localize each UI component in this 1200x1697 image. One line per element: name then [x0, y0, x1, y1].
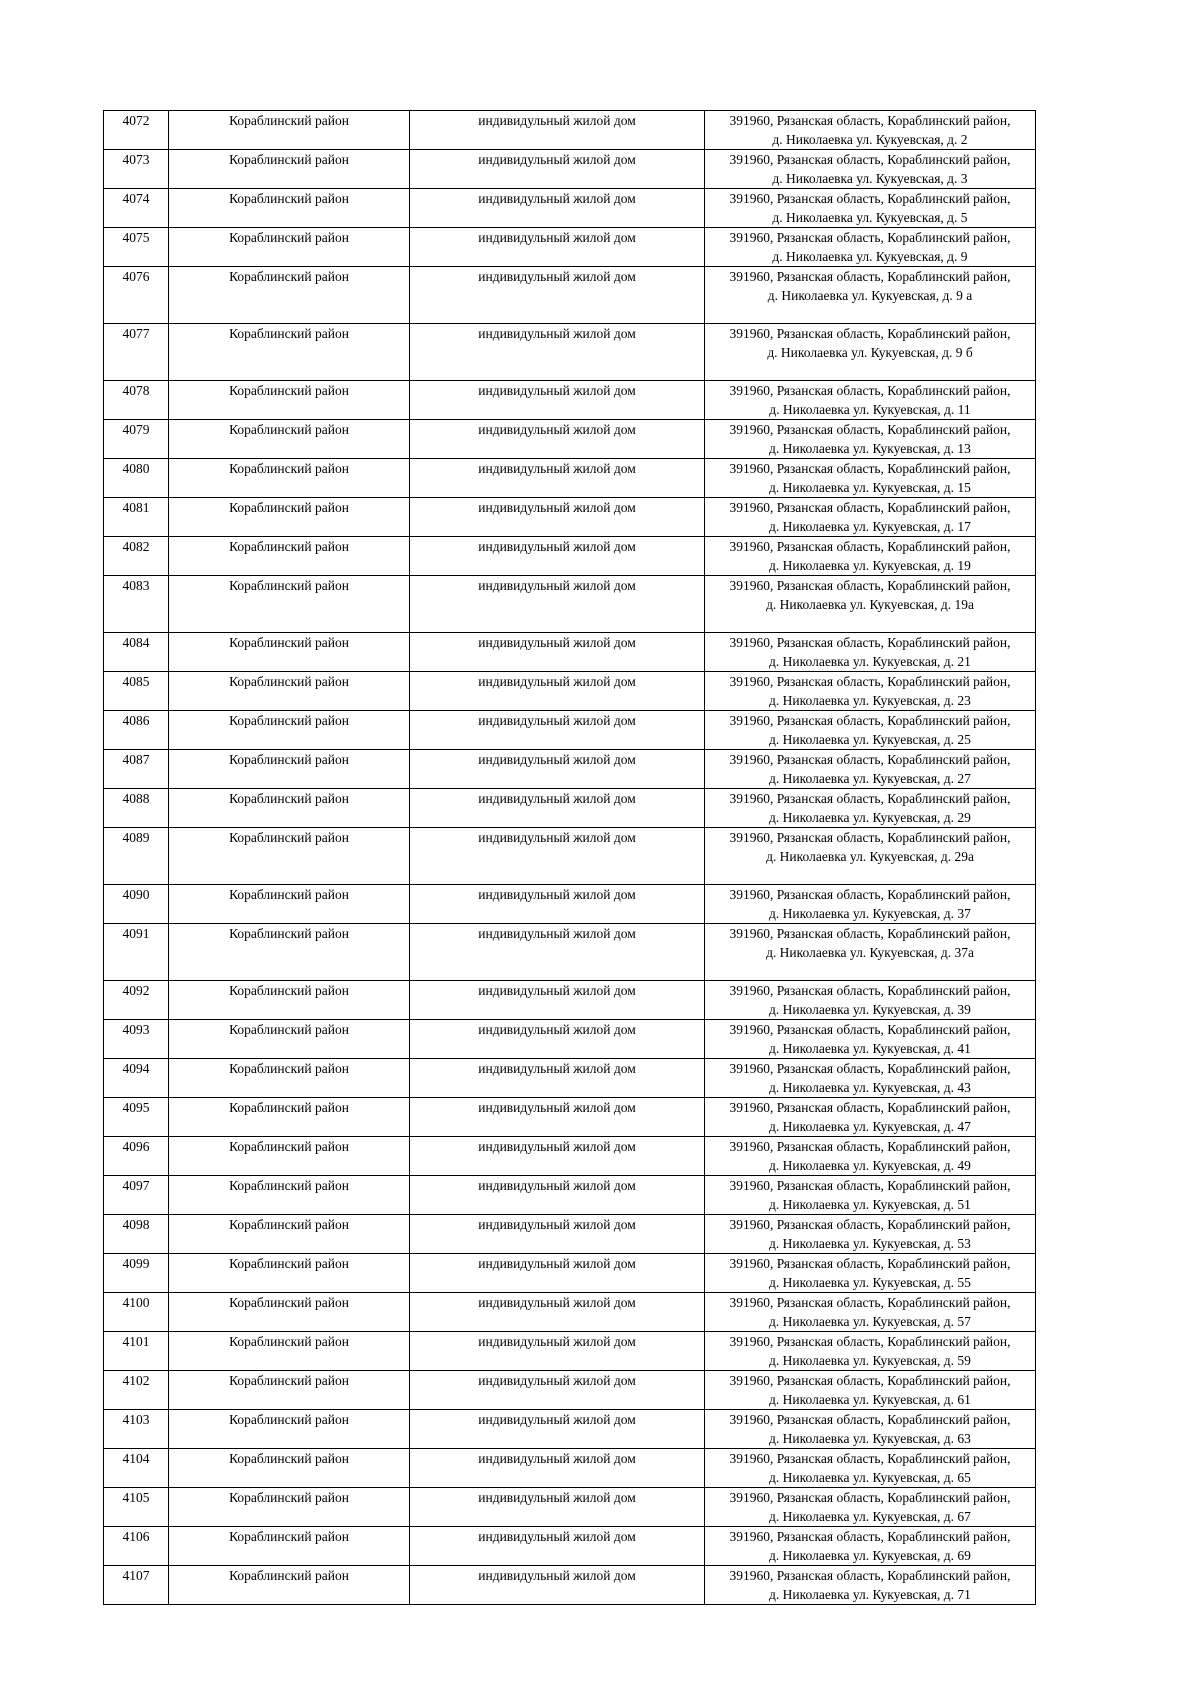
- cell-number: 4073: [104, 150, 169, 189]
- cell-district: Кораблинский район: [169, 981, 410, 1020]
- cell-address: [705, 111, 1036, 150]
- cell-number: 4097: [104, 1176, 169, 1215]
- cell-number: 4095: [104, 1098, 169, 1137]
- cell-district: Кораблинский район: [169, 1371, 410, 1410]
- address-line-1: 391960, Рязанская область, Кораблинский район,: [729, 1061, 1011, 1076]
- address-line-1: 391960, Рязанская область, Кораблинский район,: [729, 983, 1011, 998]
- cell-address: [705, 1293, 1036, 1332]
- cell-district: Кораблинский район: [169, 459, 410, 498]
- address-line-1: 391960, Рязанская область, Кораблинский район,: [729, 674, 1011, 689]
- address-line-2: д. Николаевка ул. Кукуевская, д. 53: [769, 1236, 971, 1251]
- address-line-2: д. Николаевка ул. Кукуевская, д. 37а: [766, 945, 974, 960]
- cell-number: 4072: [104, 111, 169, 150]
- address-line-2: д. Николаевка ул. Кукуевская, д. 15: [769, 480, 971, 495]
- address-line-2: д. Николаевка ул. Кукуевская, д. 19: [769, 558, 971, 573]
- cell-object-type: индивидульный жилой дом: [410, 150, 705, 189]
- table-row: [104, 1527, 1036, 1566]
- address-line-2: д. Николаевка ул. Кукуевская, д. 5: [772, 210, 968, 225]
- cell-district: Кораблинский район: [169, 711, 410, 750]
- cell-address: [705, 1488, 1036, 1527]
- cell-district: Кораблинский район: [169, 1020, 410, 1059]
- address-line-2: д. Николаевка ул. Кукуевская, д. 63: [769, 1431, 971, 1446]
- address-line-1: 391960, Рязанская область, Кораблинский район,: [729, 578, 1011, 593]
- address-line-2: д. Николаевка ул. Кукуевская, д. 49: [769, 1158, 971, 1173]
- cell-number: 4087: [104, 750, 169, 789]
- cell-address: [705, 1371, 1036, 1410]
- address-line-1: 391960, Рязанская область, Кораблинский район,: [729, 1256, 1011, 1271]
- table-row: [104, 1059, 1036, 1098]
- cell-district: Кораблинский район: [169, 1566, 410, 1605]
- address-line-2: д. Николаевка ул. Кукуевская, д. 13: [769, 441, 971, 456]
- address-line-1: 391960, Рязанская область, Кораблинский район,: [729, 269, 1011, 284]
- address-line-1: 391960, Рязанская область, Кораблинский район,: [729, 635, 1011, 650]
- cell-district: Кораблинский район: [169, 228, 410, 267]
- address-line-1: 391960, Рязанская область, Кораблинский район,: [729, 1334, 1011, 1349]
- cell-object-type: индивидульный жилой дом: [410, 381, 705, 420]
- cell-number: 4085: [104, 672, 169, 711]
- cell-object-type: индивидульный жилой дом: [410, 228, 705, 267]
- address-line-2: д. Николаевка ул. Кукуевская, д. 39: [769, 1002, 971, 1017]
- address-line-1: 391960, Рязанская область, Кораблинский район,: [729, 1529, 1011, 1544]
- address-line-1: 391960, Рязанская область, Кораблинский район,: [729, 230, 1011, 245]
- cell-district: Кораблинский район: [169, 1176, 410, 1215]
- cell-district: Кораблинский район: [169, 420, 410, 459]
- address-line-1: 391960, Рязанская область, Кораблинский район,: [729, 500, 1011, 515]
- address-line-2: д. Николаевка ул. Кукуевская, д. 43: [769, 1080, 971, 1095]
- address-line-1: 391960, Рязанская область, Кораблинский район,: [729, 152, 1011, 167]
- table-row: [104, 498, 1036, 537]
- cell-address: [705, 150, 1036, 189]
- cell-number: 4079: [104, 420, 169, 459]
- table-row: [104, 576, 1036, 633]
- address-line-1: 391960, Рязанская область, Кораблинский район,: [729, 887, 1011, 902]
- cell-number: 4086: [104, 711, 169, 750]
- cell-address: [705, 1527, 1036, 1566]
- cell-number: 4103: [104, 1410, 169, 1449]
- cell-number: 4074: [104, 189, 169, 228]
- cell-number: 4091: [104, 924, 169, 981]
- cell-number: 4101: [104, 1332, 169, 1371]
- table-row: [104, 459, 1036, 498]
- address-line-2: д. Николаевка ул. Кукуевская, д. 41: [769, 1041, 971, 1056]
- cell-address: [705, 1566, 1036, 1605]
- address-line-2: д. Николаевка ул. Кукуевская, д. 47: [769, 1119, 971, 1134]
- cell-address: [705, 633, 1036, 672]
- cell-district: Кораблинский район: [169, 1293, 410, 1332]
- address-line-1: 391960, Рязанская область, Кораблинский район,: [729, 926, 1011, 941]
- cell-object-type: индивидульный жилой дом: [410, 1215, 705, 1254]
- cell-address: [705, 324, 1036, 381]
- address-line-2: д. Николаевка ул. Кукуевская, д. 69: [769, 1548, 971, 1563]
- cell-district: Кораблинский район: [169, 150, 410, 189]
- table-row: [104, 1254, 1036, 1293]
- cell-district: Кораблинский район: [169, 1254, 410, 1293]
- cell-number: 4100: [104, 1293, 169, 1332]
- address-line-1: 391960, Рязанская область, Кораблинский район,: [729, 1178, 1011, 1193]
- cell-object-type: индивидульный жилой дом: [410, 1410, 705, 1449]
- cell-number: 4090: [104, 885, 169, 924]
- address-line-2: д. Николаевка ул. Кукуевская, д. 9 а: [767, 288, 973, 303]
- cell-address: [705, 1215, 1036, 1254]
- address-line-1: 391960, Рязанская область, Кораблинский район,: [729, 383, 1011, 398]
- table-row: [104, 1215, 1036, 1254]
- table-row: [104, 1410, 1036, 1449]
- cell-address: [705, 1410, 1036, 1449]
- cell-district: Кораблинский район: [169, 750, 410, 789]
- cell-number: 4102: [104, 1371, 169, 1410]
- cell-number: 4076: [104, 267, 169, 324]
- table-row: [104, 420, 1036, 459]
- cell-object-type: индивидульный жилой дом: [410, 498, 705, 537]
- address-line-2: д. Николаевка ул. Кукуевская, д. 19а: [766, 597, 974, 612]
- cell-address: [705, 1098, 1036, 1137]
- cell-district: Кораблинский район: [169, 1059, 410, 1098]
- cell-object-type: индивидульный жилой дом: [410, 537, 705, 576]
- cell-object-type: индивидульный жилой дом: [410, 750, 705, 789]
- cell-object-type: индивидульный жилой дом: [410, 633, 705, 672]
- table-row: [104, 324, 1036, 381]
- cell-district: Кораблинский район: [169, 1527, 410, 1566]
- cell-number: 4105: [104, 1488, 169, 1527]
- table-row: [104, 789, 1036, 828]
- address-line-2: д. Николаевка ул. Кукуевская, д. 67: [769, 1509, 971, 1524]
- address-line-1: 391960, Рязанская область, Кораблинский район,: [729, 1217, 1011, 1232]
- cell-object-type: индивидульный жилой дом: [410, 672, 705, 711]
- cell-district: Кораблинский район: [169, 1098, 410, 1137]
- cell-number: 4094: [104, 1059, 169, 1098]
- cell-object-type: индивидульный жилой дом: [410, 1332, 705, 1371]
- cell-object-type: индивидульный жилой дом: [410, 189, 705, 228]
- address-line-2: д. Николаевка ул. Кукуевская, д. 21: [769, 654, 971, 669]
- cell-district: Кораблинский район: [169, 576, 410, 633]
- cell-number: 4083: [104, 576, 169, 633]
- table-row: [104, 1371, 1036, 1410]
- cell-number: 4077: [104, 324, 169, 381]
- table-row: [104, 1176, 1036, 1215]
- cell-district: Кораблинский район: [169, 828, 410, 885]
- registry-table: [103, 110, 1036, 1605]
- table-row: [104, 1293, 1036, 1332]
- cell-district: Кораблинский район: [169, 885, 410, 924]
- table-row: [104, 111, 1036, 150]
- cell-number: 4075: [104, 228, 169, 267]
- address-line-2: д. Николаевка ул. Кукуевская, д. 3: [772, 171, 968, 186]
- table-row: [104, 1566, 1036, 1605]
- address-line-2: д. Николаевка ул. Кукуевская, д. 65: [769, 1470, 971, 1485]
- cell-address: [705, 537, 1036, 576]
- address-line-1: 391960, Рязанская область, Кораблинский район,: [729, 1490, 1011, 1505]
- address-line-1: 391960, Рязанская область, Кораблинский район,: [729, 1295, 1011, 1310]
- address-line-1: 391960, Рязанская область, Кораблинский район,: [729, 422, 1011, 437]
- cell-number: 4080: [104, 459, 169, 498]
- table-row: [104, 381, 1036, 420]
- address-line-2: д. Николаевка ул. Кукуевская, д. 9: [772, 249, 968, 264]
- cell-object-type: индивидульный жилой дом: [410, 789, 705, 828]
- cell-number: 4092: [104, 981, 169, 1020]
- address-line-1: 391960, Рязанская область, Кораблинский район,: [729, 713, 1011, 728]
- cell-address: [705, 1449, 1036, 1488]
- cell-object-type: индивидульный жилой дом: [410, 828, 705, 885]
- cell-district: Кораблинский район: [169, 924, 410, 981]
- cell-object-type: индивидульный жилой дом: [410, 1527, 705, 1566]
- cell-object-type: индивидульный жилой дом: [410, 1371, 705, 1410]
- cell-number: 4082: [104, 537, 169, 576]
- table-row: [104, 828, 1036, 885]
- address-line-2: д. Николаевка ул. Кукуевская, д. 71: [769, 1587, 971, 1602]
- table-row: [104, 672, 1036, 711]
- table-row: [104, 537, 1036, 576]
- cell-district: Кораблинский район: [169, 1410, 410, 1449]
- cell-address: [705, 189, 1036, 228]
- table-row: [104, 189, 1036, 228]
- cell-district: Кораблинский район: [169, 789, 410, 828]
- cell-district: Кораблинский район: [169, 189, 410, 228]
- cell-address: [705, 1059, 1036, 1098]
- cell-object-type: индивидульный жилой дом: [410, 924, 705, 981]
- address-line-2: д. Николаевка ул. Кукуевская, д. 29: [769, 810, 971, 825]
- cell-address: [705, 789, 1036, 828]
- cell-district: Кораблинский район: [169, 498, 410, 537]
- address-line-2: д. Николаевка ул. Кукуевская, д. 51: [769, 1197, 971, 1212]
- cell-address: [705, 924, 1036, 981]
- cell-address: [705, 1020, 1036, 1059]
- cell-address: [705, 981, 1036, 1020]
- cell-district: Кораблинский район: [169, 267, 410, 324]
- address-line-1: 391960, Рязанская область, Кораблинский район,: [729, 1568, 1011, 1583]
- address-line-2: д. Николаевка ул. Кукуевская, д. 17: [769, 519, 971, 534]
- address-line-1: 391960, Рязанская область, Кораблинский район,: [729, 461, 1011, 476]
- cell-number: 4107: [104, 1566, 169, 1605]
- table-row: [104, 1449, 1036, 1488]
- cell-address: [705, 885, 1036, 924]
- cell-object-type: индивидульный жилой дом: [410, 711, 705, 750]
- cell-object-type: индивидульный жилой дом: [410, 1488, 705, 1527]
- cell-number: 4093: [104, 1020, 169, 1059]
- address-line-2: д. Николаевка ул. Кукуевская, д. 27: [769, 771, 971, 786]
- table-row: [104, 1332, 1036, 1371]
- cell-address: [705, 750, 1036, 789]
- cell-object-type: индивидульный жилой дом: [410, 1059, 705, 1098]
- address-line-1: 391960, Рязанская область, Кораблинский район,: [729, 791, 1011, 806]
- cell-object-type: индивидульный жилой дом: [410, 1020, 705, 1059]
- cell-address: [705, 672, 1036, 711]
- address-line-1: 391960, Рязанская область, Кораблинский район,: [729, 113, 1011, 128]
- address-line-2: д. Николаевка ул. Кукуевская, д. 23: [769, 693, 971, 708]
- table-row: [104, 267, 1036, 324]
- address-line-2: д. Николаевка ул. Кукуевская, д. 61: [769, 1392, 971, 1407]
- address-line-1: 391960, Рязанская область, Кораблинский район,: [729, 1100, 1011, 1115]
- cell-object-type: индивидульный жилой дом: [410, 1137, 705, 1176]
- cell-number: 4096: [104, 1137, 169, 1176]
- table-row: [104, 924, 1036, 981]
- cell-number: 4081: [104, 498, 169, 537]
- cell-address: [705, 1254, 1036, 1293]
- address-line-2: д. Николаевка ул. Кукуевская, д. 2: [772, 132, 968, 147]
- cell-object-type: индивидульный жилой дом: [410, 885, 705, 924]
- table-row: [104, 1098, 1036, 1137]
- cell-district: Кораблинский район: [169, 111, 410, 150]
- table-row: [104, 150, 1036, 189]
- address-line-2: д. Николаевка ул. Кукуевская, д. 25: [769, 732, 971, 747]
- cell-object-type: индивидульный жилой дом: [410, 459, 705, 498]
- cell-object-type: индивидульный жилой дом: [410, 111, 705, 150]
- cell-object-type: индивидульный жилой дом: [410, 1566, 705, 1605]
- table-row: [104, 1020, 1036, 1059]
- address-line-1: 391960, Рязанская область, Кораблинский район,: [729, 1412, 1011, 1427]
- table-row: [104, 711, 1036, 750]
- table-row: [104, 981, 1036, 1020]
- address-line-2: д. Николаевка ул. Кукуевская, д. 57: [769, 1314, 971, 1329]
- table-row: [104, 1488, 1036, 1527]
- cell-address: [705, 1137, 1036, 1176]
- cell-address: [705, 1176, 1036, 1215]
- cell-district: Кораблинский район: [169, 1215, 410, 1254]
- cell-object-type: индивидульный жилой дом: [410, 420, 705, 459]
- cell-district: Кораблинский район: [169, 537, 410, 576]
- cell-district: Кораблинский район: [169, 1488, 410, 1527]
- cell-address: [705, 498, 1036, 537]
- cell-object-type: индивидульный жилой дом: [410, 324, 705, 381]
- cell-district: Кораблинский район: [169, 672, 410, 711]
- address-line-2: д. Николаевка ул. Кукуевская, д. 37: [769, 906, 971, 921]
- cell-address: [705, 576, 1036, 633]
- cell-number: 4098: [104, 1215, 169, 1254]
- cell-object-type: индивидульный жилой дом: [410, 1293, 705, 1332]
- cell-district: Кораблинский район: [169, 381, 410, 420]
- address-line-1: 391960, Рязанская область, Кораблинский район,: [729, 1139, 1011, 1154]
- address-line-1: 391960, Рязанская область, Кораблинский район,: [729, 191, 1011, 206]
- cell-number: 4089: [104, 828, 169, 885]
- cell-object-type: индивидульный жилой дом: [410, 1449, 705, 1488]
- cell-address: [705, 228, 1036, 267]
- cell-address: [705, 420, 1036, 459]
- cell-object-type: индивидульный жилой дом: [410, 1098, 705, 1137]
- address-line-1: 391960, Рязанская область, Кораблинский район,: [729, 752, 1011, 767]
- address-line-1: 391960, Рязанская область, Кораблинский район,: [729, 1373, 1011, 1388]
- cell-number: 4099: [104, 1254, 169, 1293]
- cell-address: [705, 381, 1036, 420]
- cell-object-type: индивидульный жилой дом: [410, 981, 705, 1020]
- cell-number: 4088: [104, 789, 169, 828]
- address-line-1: 391960, Рязанская область, Кораблинский район,: [729, 539, 1011, 554]
- cell-address: [705, 711, 1036, 750]
- cell-object-type: индивидульный жилой дом: [410, 1254, 705, 1293]
- cell-number: 4104: [104, 1449, 169, 1488]
- cell-number: 4078: [104, 381, 169, 420]
- cell-object-type: индивидульный жилой дом: [410, 1176, 705, 1215]
- table-row: [104, 633, 1036, 672]
- address-line-2: д. Николаевка ул. Кукуевская, д. 11: [769, 402, 971, 417]
- cell-district: Кораблинский район: [169, 633, 410, 672]
- cell-object-type: индивидульный жилой дом: [410, 576, 705, 633]
- table-row: [104, 750, 1036, 789]
- address-line-2: д. Николаевка ул. Кукуевская, д. 29а: [766, 849, 974, 864]
- cell-district: Кораблинский район: [169, 1332, 410, 1371]
- address-line-1: 391960, Рязанская область, Кораблинский район,: [729, 1451, 1011, 1466]
- address-line-1: 391960, Рязанская область, Кораблинский район,: [729, 1022, 1011, 1037]
- address-line-2: д. Николаевка ул. Кукуевская, д. 9 б: [767, 345, 973, 360]
- cell-number: 4106: [104, 1527, 169, 1566]
- cell-district: Кораблинский район: [169, 324, 410, 381]
- address-line-2: д. Николаевка ул. Кукуевская, д. 55: [769, 1275, 971, 1290]
- cell-address: [705, 459, 1036, 498]
- address-line-1: 391960, Рязанская область, Кораблинский район,: [729, 830, 1011, 845]
- address-line-1: 391960, Рязанская область, Кораблинский район,: [729, 326, 1011, 341]
- cell-number: 4084: [104, 633, 169, 672]
- cell-address: [705, 267, 1036, 324]
- table-row: [104, 885, 1036, 924]
- cell-district: Кораблинский район: [169, 1137, 410, 1176]
- address-line-2: д. Николаевка ул. Кукуевская, д. 59: [769, 1353, 971, 1368]
- table-row: [104, 228, 1036, 267]
- cell-address: [705, 828, 1036, 885]
- registry-table-body: [104, 111, 1036, 1605]
- table-row: [104, 1137, 1036, 1176]
- cell-object-type: индивидульный жилой дом: [410, 267, 705, 324]
- cell-address: [705, 1332, 1036, 1371]
- cell-district: Кораблинский район: [169, 1449, 410, 1488]
